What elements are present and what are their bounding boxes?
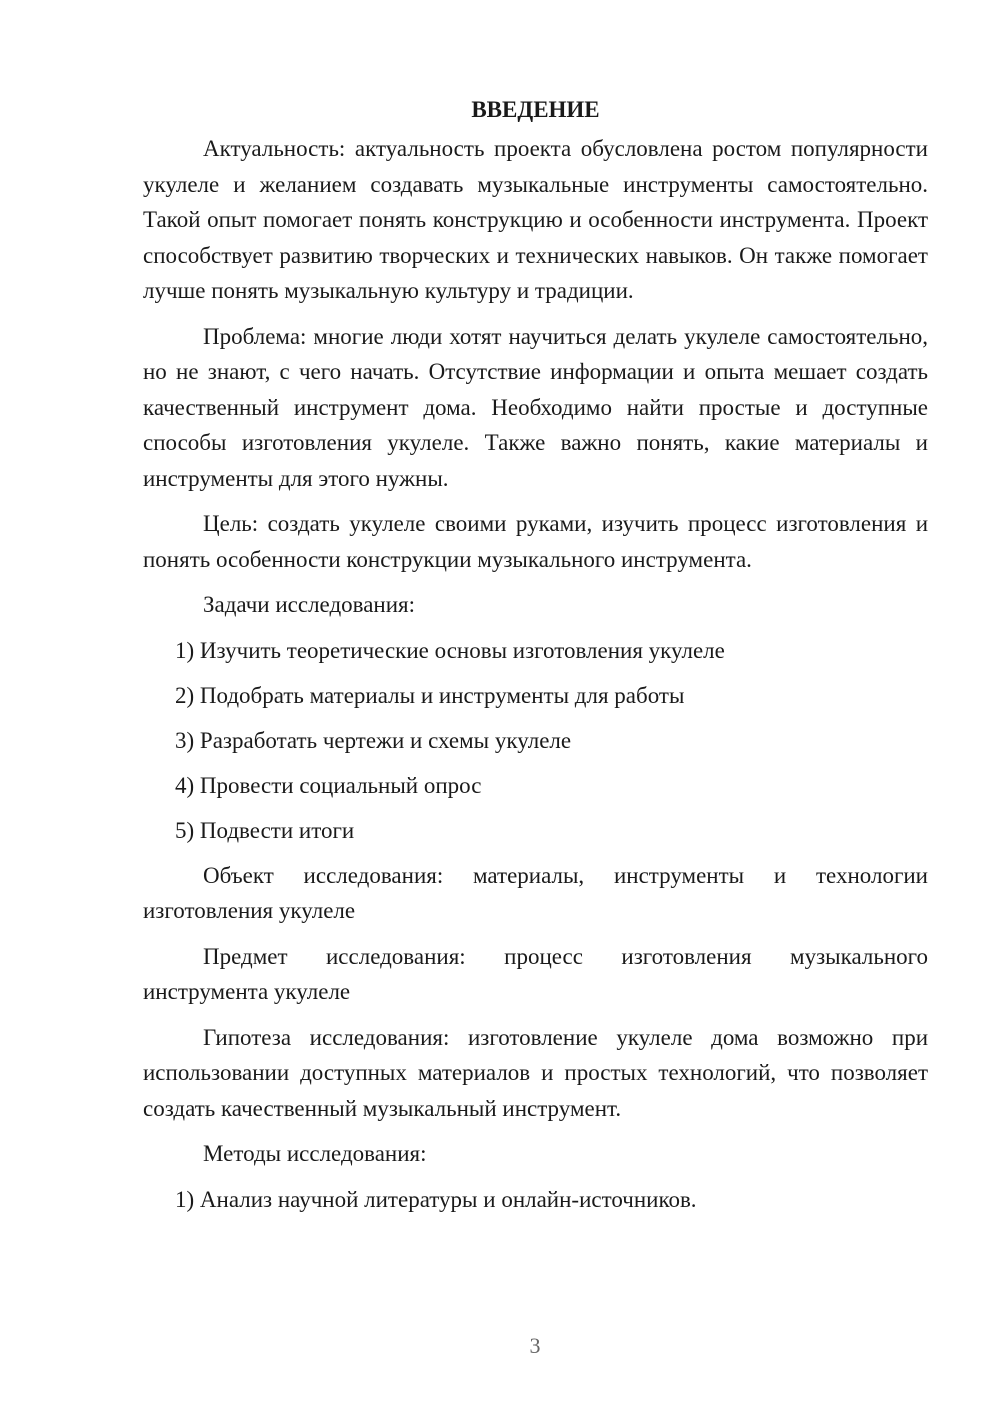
subject-paragraph: Предмет исследования: процесс изготовления музыкального инструмента укулеле [143,943,928,1004]
section-title: ВВЕДЕНИЕ [471,97,600,122]
relevance-paragraph: Актуальность: актуальность проекта обусловлена ростом популярности укулеле и желанием создавать музыкальные инструменты самостоятельно. Такой опыт помогает понять конструкцию и особенности инструмента. Проект способствует развитию творческих и технических навыков. Он также помогает лучше понять музыкальную культуру и традиции. [143,136,928,303]
document-body [143,92,928,1227]
task-item-4: 4) Провести социальный опрос [175,772,482,798]
problem-paragraph: Проблема: многие люди хотят научиться делать укулеле самостоятельно, но не знают, с чего начать. Отсутствие информации и опыта мешает создать качественный инструмент дома. Необходимо найти простые и доступные способы изготовления укулеле. Также важно понять, какие материалы и инструменты для этого нужны. [143,323,928,491]
tasks-list [143,633,928,848]
task-item-2: 2) Подобрать материалы и инструменты для работы [175,682,685,708]
methods-list [143,1182,928,1217]
goal-paragraph: Цель: создать укулеле своими руками, изучить процесс изготовления и понять особенности конструкции музыкального инструмента. [143,511,928,572]
hypothesis-paragraph: Гипотеза исследования: изготовление укулеле дома возможно при использовании доступных материалов и простых технологий, что позволяет создать качественный музыкальный инструмент. [143,1024,928,1121]
methods-heading: Методы исследования: [203,1141,427,1166]
task-item-3: 3) Разработать чертежи и схемы укулеле [175,727,572,753]
method-item-1: 1) Анализ научной литературы и онлайн-источников. [175,1186,697,1212]
task-item-5: 5) Подвести итоги [175,817,355,843]
page-number: 3 [529,1333,541,1358]
tasks-heading: Задачи исследования: [203,592,416,617]
object-paragraph: Объект исследования: материалы, инструменты и технологии изготовления укулеле [143,862,928,923]
task-item-1: 1) Изучить теоретические основы изготовления укулеле [175,637,725,663]
